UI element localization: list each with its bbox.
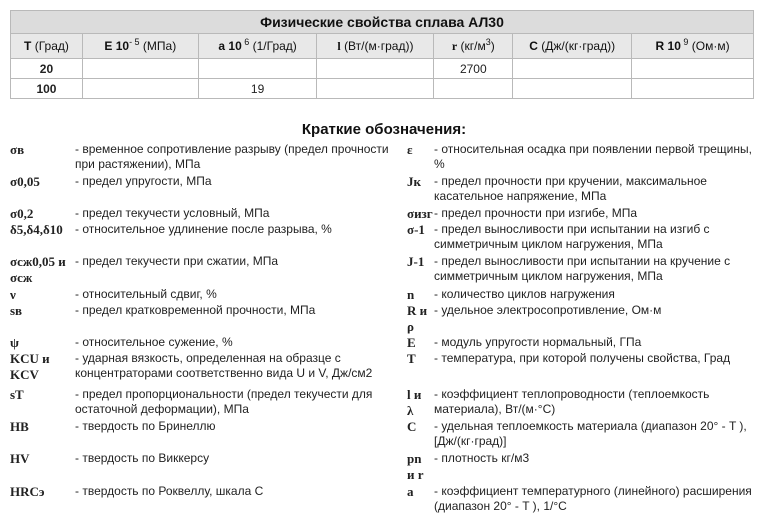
col-header-l: l (Вт/(м·град)) [317, 34, 434, 59]
left-description: - ударная вязкость, определенная на образце с концентраторами соответственно вида U и V, Дж/см2 [75, 351, 373, 380]
cell-t: 20 [11, 59, 83, 79]
left-symbol: σсж0,05 и σсж [10, 254, 66, 285]
left-description: - предел пропорциональности (предел текучести для остаточной деформации), МПа [75, 387, 373, 416]
right-symbol: E [407, 335, 416, 350]
col-header-a: a 10 $^6$ (1/Град) [198, 34, 317, 59]
cell-a: 19 [198, 79, 317, 99]
left-description: - временное сопротивление разрыву (предел прочности при растяжении), МПа [75, 142, 389, 171]
left-description: - предел текучести при сжатии, МПа [75, 254, 279, 268]
right-description: - плотность кг/м3 [434, 451, 530, 465]
left-symbol: HRCэ [10, 484, 45, 499]
properties-table [10, 10, 754, 99]
left-description: - предел упругости, МПа [75, 174, 212, 188]
col-header-r-resist: R 10 $^9$ (Ом·м) [632, 34, 754, 59]
right-description: - коэффициент теплопроводности (теплоемкость материала), Вт/(м·°С) [434, 387, 710, 416]
cell-resist [632, 79, 754, 99]
cell-a [198, 59, 317, 79]
right-description: - удельная теплоемкость материала (диапазон 20° - T ), [Дж/(кг·град)] [434, 419, 747, 448]
right-symbol: ε [407, 142, 413, 157]
left-symbol: HV [10, 451, 30, 466]
right-description: - удельное электросопротивление, Ом·м [434, 303, 662, 317]
right-symbol: n [407, 287, 415, 302]
left-description: - относительное сужение, % [75, 335, 233, 349]
left-description: - твердость по Бринеллю [75, 419, 216, 433]
cell-e [82, 79, 198, 99]
cell-e [82, 59, 198, 79]
right-description: - предел выносливости при испытании на кручение с симметричным циклом нагружения, МПа [434, 254, 731, 283]
left-symbol: sT [10, 387, 24, 402]
left-symbol: HB [10, 419, 29, 434]
right-description: - предел прочности при изгибе, МПа [434, 206, 638, 220]
right-description: - предел выносливости при испытании на изгиб с симметричным циклом нагружения, МПа [434, 222, 710, 251]
right-description: - коэффициент температурного (линейного) расширения (диапазон 20° - T ), 1/°С [434, 484, 752, 513]
right-symbol: a [407, 484, 414, 499]
col-header-r: r $(кг/м^3)$ [434, 34, 513, 59]
legend-title: Краткие обозначения: [301, 121, 467, 138]
right-symbol: T [407, 351, 416, 366]
right-description: - температура, при которой получены свойства, Град [434, 351, 731, 365]
cell-c [513, 79, 632, 99]
cell-r: 2700 [434, 59, 513, 79]
right-description: - относительная осадка при появлении первой трещины, % [434, 142, 752, 171]
right-description: - количество циклов нагружения [434, 287, 615, 301]
left-description: - относительный сдвиг, % [75, 287, 217, 301]
cell-l [317, 59, 434, 79]
right-symbol: C [407, 419, 417, 434]
right-symbol: Jк [407, 174, 421, 189]
col-header-t: T (Град) [11, 34, 83, 59]
right-symbol: l и λ [407, 387, 422, 418]
left-description: - относительное удлинение после разрыва, % [75, 222, 332, 236]
right-description: - предел прочности при кручении, максимальное касательное напряжение, МПа [434, 174, 707, 203]
left-description: - предел кратковременной прочности, МПа [75, 303, 316, 317]
left-symbol: ν [10, 287, 16, 302]
cell-r [434, 79, 513, 99]
right-symbol: J-1 [407, 254, 425, 269]
left-symbol: ψ [10, 335, 19, 350]
right-symbol: σ-1 [407, 222, 425, 237]
left-description: - твердость по Виккерсу [75, 451, 210, 465]
col-header-e: E $10^{- 5}$ (МПа) [82, 34, 198, 59]
left-description: - предел текучести условный, МПа [75, 206, 270, 220]
left-symbol: KCU и KCV [10, 351, 50, 382]
table-row [11, 79, 754, 99]
cell-t: 100 [11, 79, 83, 99]
table-row [11, 59, 754, 79]
left-symbol: σ0,05 [10, 174, 40, 189]
right-symbol: σизг [407, 206, 433, 221]
cell-resist [632, 59, 754, 79]
left-description: - твердость по Роквеллу, шкала С [75, 484, 264, 498]
right-description: - модуль упругости нормальный, ГПа [434, 335, 642, 349]
left-symbol: σ0,2 [10, 206, 34, 221]
cell-c [513, 59, 632, 79]
cell-l [317, 79, 434, 99]
left-symbol: δ5,δ4,δ10 [10, 222, 63, 237]
col-header-c: C (Дж/(кг·град)) [513, 34, 632, 59]
right-symbol: R и ρ [407, 303, 428, 334]
right-symbol: pn и r [407, 451, 424, 482]
left-symbol: σв [10, 142, 25, 157]
left-symbol: sв [10, 303, 23, 318]
table-title: Физические свойства сплава АЛ30 [11, 11, 754, 34]
